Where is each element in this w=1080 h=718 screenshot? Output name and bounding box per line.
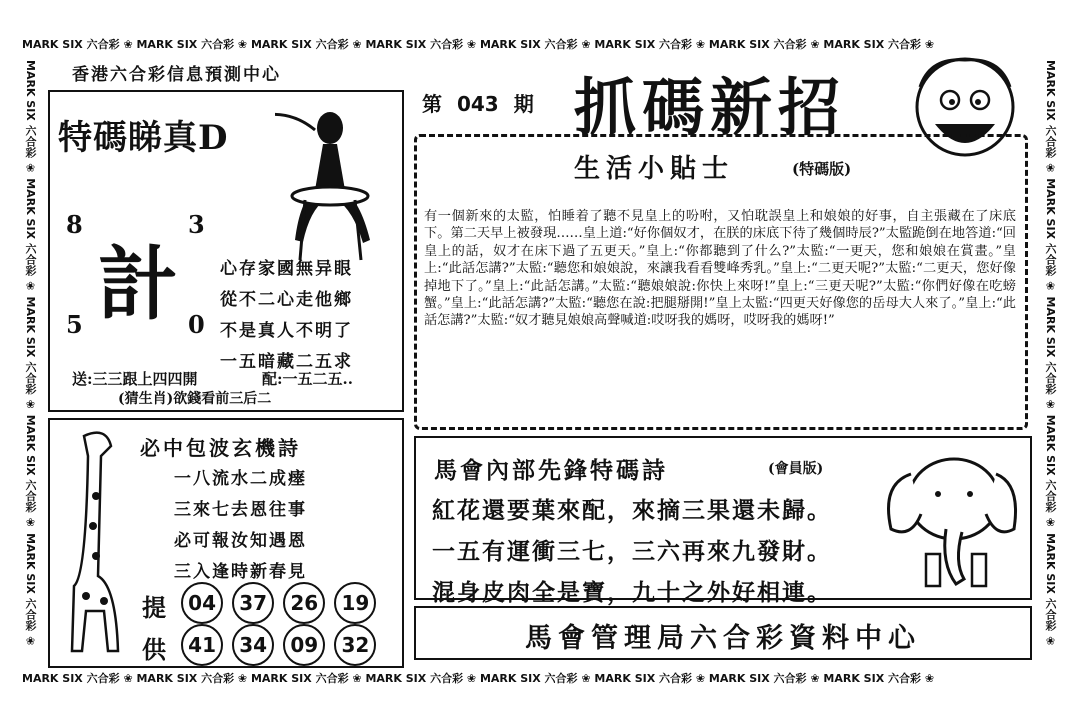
top-border-pattern: MARK SIX 六合彩 ❀ MARK SIX 六合彩 ❀ MARK SIX 六合彩 ❀ MARK SIX 六合彩 ❀ MARK SIX 六合彩 ❀ MARK SIX 六合彩 ❀ MARK SIX 六合彩 ❀ MARK SIX 六合彩 ❀ [22, 38, 935, 51]
digit-top-left: 8 [66, 210, 83, 239]
send-label: 送:三三跟上四四開 [72, 370, 198, 388]
secret-poem-line: 三入逢時新春見 [174, 562, 307, 582]
special-poem-line: 從不二心走他鄉 [220, 290, 353, 310]
footer-banner-box [414, 606, 1032, 660]
number-ball: 19 [334, 582, 376, 624]
giraffe-illustration [56, 426, 136, 658]
secret-poem-title: 必中包波玄機詩 [140, 436, 301, 460]
bottom-border-pattern: MARK SIX 六合彩 ❀ MARK SIX 六合彩 ❀ MARK SIX 六合彩 ❀ MARK SIX 六合彩 ❀ MARK SIX 六合彩 ❀ MARK SIX 六合彩 ❀ MARK SIX 六合彩 ❀ MARK SIX 六合彩 ❀ [22, 672, 935, 685]
secret-poem-line: 必可報汝知遇恩 [174, 531, 307, 551]
gong-row [142, 624, 380, 666]
issue-number: 043 [456, 92, 499, 116]
digit-bottom-left: 5 [66, 310, 83, 339]
number-ball: 04 [181, 582, 223, 624]
ti-label: 提 [142, 593, 166, 622]
number-ball: 26 [283, 582, 325, 624]
special-poem-line: 不是真人不明了 [220, 321, 353, 341]
special-code-box [48, 90, 404, 412]
tips-title: 生活小貼士 [574, 154, 735, 184]
zodiac-note: (猜生肖)欲錢看前三后二 [118, 391, 272, 407]
special-box-title: 特碼睇真D [58, 118, 229, 158]
right-border-pattern: MARK SIX 六合彩 ❀ MARK SIX 六合彩 ❀ MARK SIX 六合彩 ❀ MARK SIX 六合彩 ❀ MARK SIX 六合彩 ❀ [1044, 60, 1057, 648]
vanguard-edition: (會員版) [768, 461, 824, 477]
ti-row [142, 582, 380, 624]
special-poem-line: 心存家國無异眼 [220, 259, 353, 279]
tips-story: 有一個新來的太監，怕睡着了聽不見皇上的吩咐，又怕耽誤皇上和娘娘的好事，自主張藏在了床底下。第二天早上被發現……皇上道:“好你個奴才，在朕的床底下待了幾個時辰?”太監跪倒在地答道:“回皇上的話，奴才在床下過了五更天。”皇上:“你都聽到了什么?”太監:“一更天，您和娘娘在賞畫。”皇上:“此話怎講?”太監:“聽您和娘娘說，來讓我看看雙峰秀乳。”皇上:“二更天呢?”太監:“二更天，您好像掉地下了。”皇上:“此話怎講。”太監:“聽娘娘說:你快上來呀!”皇上:“三更天呢?”太監:“你們好像在吃螃蟹。”皇上:“此話怎講?”太監:“聽您在說:把腿掰開!”皇上太監:“四更天好像您的岳母大人來了。”皇上:“此話怎講?”太監:“奴才聽見娘娘高聲喊道:哎呀我的媽呀，哎呀我的媽呀!” [424, 209, 1016, 329]
tips-edition: (特碼版) [792, 160, 852, 178]
vanguard-title: 馬會內部先鋒特碼詩 [434, 457, 668, 484]
special-poem [220, 254, 353, 378]
left-border-pattern: MARK SIX 六合彩 ❀ MARK SIX 六合彩 ❀ MARK SIX 六合彩 ❀ MARK SIX 六合彩 ❀ MARK SIX 六合彩 ❀ [24, 60, 37, 648]
issue-suffix: 期 [513, 92, 534, 116]
number-ball: 32 [334, 624, 376, 666]
gong-label: 供 [142, 635, 166, 664]
org-title: 香港六合彩信息預測中心 [72, 65, 281, 85]
number-ball: 41 [181, 624, 223, 666]
center-character: 計 [98, 237, 178, 331]
secret-poem-line: 三來七去恩往事 [174, 500, 307, 520]
number-ball: 37 [232, 582, 274, 624]
issue-prefix: 第 [422, 92, 442, 116]
vanguard-line: 混身皮肉全是寶，九十之外好相連。 [432, 579, 832, 606]
elephant-illustration [876, 444, 1021, 594]
main-title: 抓碼新招 [574, 71, 847, 144]
secret-poem-lines [174, 464, 307, 588]
match-label: 配:一五二五.. [262, 370, 353, 388]
dancer-illustration [275, 100, 395, 270]
vanguard-poem-box [414, 436, 1032, 606]
digit-top-right: 3 [188, 210, 205, 239]
vanguard-lines [432, 492, 832, 615]
secret-poem-line: 一八流水二成瘗 [174, 469, 307, 489]
secret-poem-box [48, 418, 404, 668]
digit-bottom-right: 0 [188, 310, 205, 339]
number-ball: 09 [283, 624, 325, 666]
vanguard-line: 紅花還要葉來配，來摘三果還未歸。 [432, 497, 832, 524]
footer-banner: 馬會管理局六合彩資料中心 [525, 623, 921, 654]
issue-label [422, 88, 534, 117]
vanguard-line: 一五有運衝三七，三六再來九發財。 [432, 538, 832, 565]
number-ball: 34 [232, 624, 274, 666]
special-poem-line: 一五暗藏二五求 [220, 352, 353, 372]
